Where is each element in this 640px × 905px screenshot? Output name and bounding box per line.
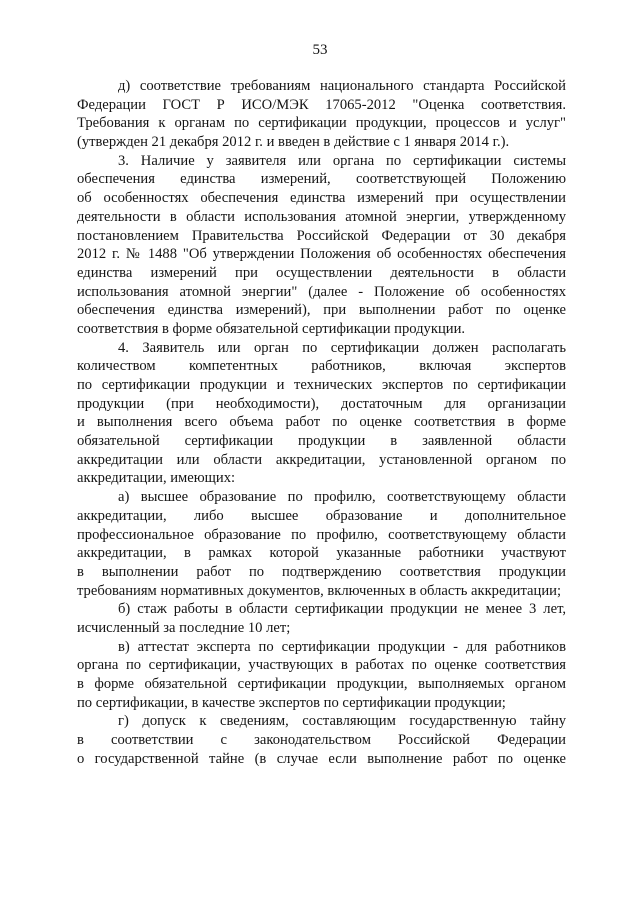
- text-line: а) высшее образование по профилю, соответствующему области: [118, 489, 566, 506]
- text-line: б) стаж работы в области сертификации продукции не менее 3 лет,: [118, 601, 566, 618]
- text-line: о государственной тайне (в случае если выполнение работ по оценке: [77, 750, 566, 767]
- text-line: д) соответствие требованиям национального стандарта Российской: [118, 78, 566, 94]
- text-line: органа по сертификации, участвующих в работах по оценке соответствия: [77, 657, 566, 674]
- text-line: 2012 г. № 1488 "Об утверждении Положения об особенностях обеспечения: [77, 246, 566, 263]
- text-line: количеством компетентных работников, включая экспертов: [77, 358, 566, 375]
- text-line: в форме обязательной сертификации продукции, выполняемых органом: [77, 676, 566, 692]
- text-line: деятельности в области использования атомной энергии, утвержденному: [77, 208, 566, 225]
- text-line: по сертификации продукции и технических экспертов по сертификации: [77, 377, 566, 393]
- text-line: постановлением Правительства Российской Федерации от 30 декабря: [77, 227, 566, 244]
- text-line: Требования к органам по сертификации продукции, процессов и услуг": [77, 115, 566, 132]
- text-line: аккредитации, в рамках которой указанные работники участвуют: [77, 545, 566, 562]
- text-line: Федерации ГОСТ Р ИСО/МЭК 17065-2012 "Оценка соответствия.: [77, 96, 566, 113]
- text-line: обязательной сертификации продукции в заявленной области: [77, 433, 566, 450]
- body-text: [77, 77, 566, 768]
- text-line: в выполнении работ по подтверждению соответствия продукции: [77, 563, 566, 580]
- text-line: по сертификации, в качестве экспертов по сертификации продукции;: [77, 694, 506, 711]
- text-line: использования атомной энергии" (далее - Положение об особенностях: [77, 283, 566, 300]
- text-line: продукции (при необходимости), достаточным для организации: [77, 395, 566, 412]
- text-line: в соответствии с законодательством Российской Федерации: [77, 732, 566, 749]
- page-number: 53: [312, 42, 328, 58]
- text-line: 4. Заявитель или орган по сертификации должен располагать: [118, 339, 566, 356]
- text-line: в) аттестат эксперта по сертификации продукции - для работников: [118, 638, 566, 655]
- text-line: соответствия в форме обязательной сертификации продукции.: [77, 320, 466, 337]
- text-line: обеспечения единства измерений), при выполнении работ по оценке: [77, 302, 566, 319]
- text-line: требованиям нормативных документов, включенных в область аккредитации;: [77, 582, 562, 599]
- text-line: (утвержден 21 декабря 2012 г. и введен в действие с 1 января 2014 г.).: [77, 134, 510, 151]
- text-line: г) допуск к сведениям, составляющим государственную тайну: [118, 713, 566, 730]
- text-line: профессиональное образование по профилю, соответствующему области: [77, 526, 566, 543]
- text-line: единства измерений при осуществлении деятельности в области: [77, 264, 566, 281]
- text-line: аккредитации или области аккредитации, установленной органом по: [77, 451, 566, 468]
- text-line: 3. Наличие у заявителя или органа по сертификации системы: [118, 152, 566, 169]
- text-line: об особенностях обеспечения единства измерений при осуществлении: [77, 190, 566, 207]
- text-line: исчисленный за последние 10 лет;: [77, 619, 291, 636]
- text-line: аккредитации, либо высшее образование и дополнительное: [77, 507, 566, 524]
- text-line: аккредитации, имеющих:: [77, 470, 236, 487]
- text-line: обеспечения единства измерений, соответствующей Положению: [77, 171, 566, 188]
- text-line: и выполнения всего объема работ по оценке соответствия в форме: [77, 414, 566, 431]
